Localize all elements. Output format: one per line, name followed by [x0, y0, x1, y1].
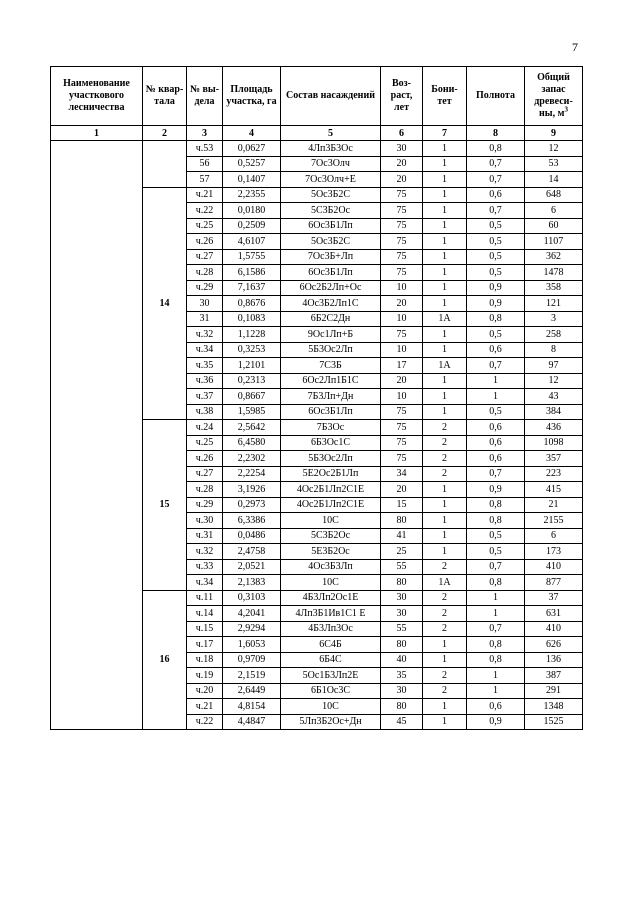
- cell-bonitet: 2: [423, 420, 467, 436]
- cell-age: 80: [381, 637, 423, 653]
- cell-composition: 6Б4С: [281, 652, 381, 668]
- cell-density: 1: [467, 590, 525, 606]
- cell-age: 75: [381, 249, 423, 265]
- cell-composition: 5Ос3Б2С: [281, 187, 381, 203]
- column-numbers-row: [51, 126, 583, 141]
- cell-age: 75: [381, 420, 423, 436]
- cell-volume: 384: [525, 404, 583, 420]
- cell-area: 0,0180: [223, 203, 281, 219]
- cell-age: 55: [381, 559, 423, 575]
- cell-composition: 4Ос2Б1Лп2С1Е: [281, 482, 381, 498]
- cell-area: 7,1637: [223, 280, 281, 296]
- cell-density: 0,8: [467, 575, 525, 591]
- cell-composition: 10С: [281, 575, 381, 591]
- column-number: 8: [467, 126, 525, 141]
- cell-composition: 6С4Б: [281, 637, 381, 653]
- header-volume-label: Общий запас древеси-ны, м: [534, 72, 573, 119]
- cell-plot: ч.27: [187, 466, 223, 482]
- cell-plot: ч.33: [187, 559, 223, 575]
- cell-composition: 5Б3Ос2Лп: [281, 342, 381, 358]
- cell-age: 75: [381, 435, 423, 451]
- cell-bonitet: 2: [423, 668, 467, 684]
- cell-composition: 4Лп3Б3Ос: [281, 141, 381, 157]
- cell-composition: 10С: [281, 513, 381, 529]
- cell-age: 75: [381, 404, 423, 420]
- cell-density: 0,5: [467, 528, 525, 544]
- cell-plot: ч.29: [187, 497, 223, 513]
- cell-composition: 7Б3Лп+Дн: [281, 389, 381, 405]
- cell-volume: 14: [525, 172, 583, 188]
- cell-plot: ч.31: [187, 528, 223, 544]
- cell-composition: 4Ос3Б2Лп1С: [281, 296, 381, 312]
- cell-volume: 2155: [525, 513, 583, 529]
- cell-area: 4,2041: [223, 606, 281, 622]
- cell-density: 0,8: [467, 637, 525, 653]
- cell-age: 75: [381, 218, 423, 234]
- cell-density: 0,6: [467, 420, 525, 436]
- header-volume: [525, 67, 583, 126]
- cell-composition: 5Ос3Б2С: [281, 234, 381, 250]
- cell-plot: ч.15: [187, 621, 223, 637]
- cell-age: 30: [381, 606, 423, 622]
- cell-area: 0,1407: [223, 172, 281, 188]
- cell-bonitet: 2: [423, 559, 467, 575]
- cell-bonitet: 2: [423, 621, 467, 637]
- forest-inventory-table: [50, 66, 583, 730]
- cell-density: 0,7: [467, 172, 525, 188]
- cell-density: 0,9: [467, 280, 525, 296]
- cell-volume: 1348: [525, 699, 583, 715]
- cell-composition: 5Ос1Б3Лп2Е: [281, 668, 381, 684]
- cell-bonitet: 1: [423, 280, 467, 296]
- cell-bonitet: 1: [423, 482, 467, 498]
- cell-volume: 1478: [525, 265, 583, 281]
- cell-composition: 7Б3Ос: [281, 420, 381, 436]
- cell-plot: 30: [187, 296, 223, 312]
- table-row: [51, 141, 583, 157]
- cell-bonitet: 2: [423, 466, 467, 482]
- cell-density: 1: [467, 606, 525, 622]
- cell-plot: ч.25: [187, 435, 223, 451]
- cell-volume: 6: [525, 528, 583, 544]
- cell-area: 0,5257: [223, 156, 281, 172]
- cell-plot: ч.26: [187, 234, 223, 250]
- column-number: 3: [187, 126, 223, 141]
- cell-volume: 631: [525, 606, 583, 622]
- cell-density: 0,9: [467, 296, 525, 312]
- cell-age: 30: [381, 141, 423, 157]
- cell-volume: 97: [525, 358, 583, 374]
- cell-age: 17: [381, 358, 423, 374]
- cell-area: 2,4758: [223, 544, 281, 560]
- cell-bonitet: 1: [423, 296, 467, 312]
- cell-area: 0,0627: [223, 141, 281, 157]
- header-age: Воз-раст, лет: [381, 67, 423, 126]
- cell-plot: ч.11: [187, 590, 223, 606]
- cell-density: 0,6: [467, 699, 525, 715]
- cell-age: 80: [381, 575, 423, 591]
- cell-volume: 387: [525, 668, 583, 684]
- cell-plot: ч.32: [187, 544, 223, 560]
- cell-volume: 415: [525, 482, 583, 498]
- cell-density: 0,5: [467, 218, 525, 234]
- cell-age: 25: [381, 544, 423, 560]
- cell-quarter: [143, 141, 187, 188]
- cell-plot: ч.32: [187, 327, 223, 343]
- cell-plot: ч.21: [187, 187, 223, 203]
- cell-density: 0,8: [467, 513, 525, 529]
- cell-bonitet: 1: [423, 172, 467, 188]
- cell-age: 80: [381, 699, 423, 715]
- cell-age: 75: [381, 265, 423, 281]
- cell-bonitet: 2: [423, 590, 467, 606]
- cell-age: 10: [381, 389, 423, 405]
- cell-area: 2,5642: [223, 420, 281, 436]
- cell-area: 0,2313: [223, 373, 281, 389]
- cell-composition: 5Б3Ос2Лп: [281, 451, 381, 467]
- cell-bonitet: 1: [423, 203, 467, 219]
- cell-bonitet: 1: [423, 528, 467, 544]
- cell-age: 20: [381, 156, 423, 172]
- cell-age: 30: [381, 683, 423, 699]
- cell-plot: ч.25: [187, 218, 223, 234]
- header-bonitet: Бони-тет: [423, 67, 467, 126]
- cell-composition: 5Е3Б2Ос: [281, 544, 381, 560]
- cell-volume: 877: [525, 575, 583, 591]
- cell-area: 2,6449: [223, 683, 281, 699]
- cell-bonitet: 1А: [423, 311, 467, 327]
- cell-area: 1,1228: [223, 327, 281, 343]
- cell-age: 35: [381, 668, 423, 684]
- cell-age: 75: [381, 451, 423, 467]
- cell-volume: 362: [525, 249, 583, 265]
- cell-density: 0,5: [467, 404, 525, 420]
- cell-density: 0,7: [467, 621, 525, 637]
- header-quarter: № квар-тала: [143, 67, 187, 126]
- cell-age: 20: [381, 296, 423, 312]
- cell-area: 1,5755: [223, 249, 281, 265]
- cell-density: 0,5: [467, 327, 525, 343]
- cell-density: 0,6: [467, 451, 525, 467]
- cell-area: 4,4847: [223, 714, 281, 730]
- cell-age: 10: [381, 342, 423, 358]
- cell-volume: 136: [525, 652, 583, 668]
- cell-bonitet: 1А: [423, 358, 467, 374]
- cell-area: 1,2101: [223, 358, 281, 374]
- cell-composition: 6Б2С2Дн: [281, 311, 381, 327]
- cell-age: 20: [381, 373, 423, 389]
- cell-density: 1: [467, 668, 525, 684]
- cell-age: 40: [381, 652, 423, 668]
- cell-area: 1,6053: [223, 637, 281, 653]
- cell-area: 1,5985: [223, 404, 281, 420]
- cell-volume: 1525: [525, 714, 583, 730]
- cell-density: 0,8: [467, 497, 525, 513]
- cell-volume: 12: [525, 141, 583, 157]
- cell-volume: 121: [525, 296, 583, 312]
- cell-composition: 10С: [281, 699, 381, 715]
- cell-bonitet: 2: [423, 451, 467, 467]
- cell-area: 0,2973: [223, 497, 281, 513]
- cell-age: 75: [381, 327, 423, 343]
- cell-area: 0,8676: [223, 296, 281, 312]
- column-number: 1: [51, 126, 143, 141]
- cell-area: 6,3386: [223, 513, 281, 529]
- cell-volume: 291: [525, 683, 583, 699]
- cell-composition: 6Ос3Б1Лп: [281, 404, 381, 420]
- cell-area: 0,1083: [223, 311, 281, 327]
- column-number: 9: [525, 126, 583, 141]
- cell-area: 0,2509: [223, 218, 281, 234]
- cell-density: 1: [467, 389, 525, 405]
- cell-density: 0,6: [467, 435, 525, 451]
- cell-density: 1: [467, 373, 525, 389]
- column-number: 7: [423, 126, 467, 141]
- cell-age: 75: [381, 203, 423, 219]
- cell-density: 1: [467, 683, 525, 699]
- cell-density: 0,6: [467, 187, 525, 203]
- cell-age: 20: [381, 172, 423, 188]
- cell-plot: ч.24: [187, 420, 223, 436]
- header-volume-sup: 3: [564, 105, 568, 114]
- cell-volume: 436: [525, 420, 583, 436]
- cell-bonitet: 1: [423, 544, 467, 560]
- cell-age: 80: [381, 513, 423, 529]
- cell-area: 0,8667: [223, 389, 281, 405]
- cell-composition: 6Б3Ос1С: [281, 435, 381, 451]
- cell-area: 2,0521: [223, 559, 281, 575]
- cell-bonitet: 1: [423, 327, 467, 343]
- cell-age: 10: [381, 280, 423, 296]
- table-body: [51, 141, 583, 730]
- cell-volume: 43: [525, 389, 583, 405]
- cell-plot: ч.18: [187, 652, 223, 668]
- cell-plot: ч.14: [187, 606, 223, 622]
- cell-composition: 6Ос3Б1Лп: [281, 265, 381, 281]
- cell-volume: 12: [525, 373, 583, 389]
- cell-bonitet: 1: [423, 156, 467, 172]
- cell-plot: ч.34: [187, 342, 223, 358]
- cell-quarter: 15: [143, 420, 187, 591]
- cell-plot: 31: [187, 311, 223, 327]
- cell-bonitet: 2: [423, 435, 467, 451]
- cell-volume: 1107: [525, 234, 583, 250]
- cell-bonitet: 2: [423, 683, 467, 699]
- cell-density: 0,8: [467, 141, 525, 157]
- cell-age: 41: [381, 528, 423, 544]
- cell-bonitet: 1: [423, 513, 467, 529]
- cell-bonitet: 1: [423, 404, 467, 420]
- cell-bonitet: 1: [423, 342, 467, 358]
- header-row: [51, 67, 583, 126]
- cell-area: 3,1926: [223, 482, 281, 498]
- cell-volume: 21: [525, 497, 583, 513]
- cell-plot: ч.53: [187, 141, 223, 157]
- cell-plot: ч.22: [187, 714, 223, 730]
- cell-bonitet: 1: [423, 265, 467, 281]
- cell-density: 0,7: [467, 559, 525, 575]
- cell-plot: ч.20: [187, 683, 223, 699]
- cell-area: 6,4580: [223, 435, 281, 451]
- cell-area: 0,0486: [223, 528, 281, 544]
- cell-bonitet: 1А: [423, 575, 467, 591]
- cell-density: 0,5: [467, 234, 525, 250]
- column-number: 5: [281, 126, 381, 141]
- cell-composition: 7Ос3Олч+Е: [281, 172, 381, 188]
- cell-bonitet: 1: [423, 234, 467, 250]
- cell-composition: 6Ос3Б1Лп: [281, 218, 381, 234]
- cell-age: 30: [381, 590, 423, 606]
- cell-plot: ч.21: [187, 699, 223, 715]
- cell-density: 0,7: [467, 203, 525, 219]
- cell-plot: ч.17: [187, 637, 223, 653]
- cell-composition: 4Ос2Б1Лп2С1Е: [281, 497, 381, 513]
- cell-volume: 37: [525, 590, 583, 606]
- cell-volume: 626: [525, 637, 583, 653]
- cell-age: 55: [381, 621, 423, 637]
- cell-bonitet: 1: [423, 652, 467, 668]
- cell-volume: 410: [525, 621, 583, 637]
- column-number: 2: [143, 126, 187, 141]
- cell-composition: 6Ос2Лп1Б1С: [281, 373, 381, 389]
- cell-density: 0,7: [467, 156, 525, 172]
- cell-composition: 5С3Б2Ос: [281, 203, 381, 219]
- cell-composition: 6Ос2Б2Лп+Ос: [281, 280, 381, 296]
- cell-area: 0,3103: [223, 590, 281, 606]
- cell-bonitet: 1: [423, 218, 467, 234]
- cell-area: 4,8154: [223, 699, 281, 715]
- cell-bonitet: 1: [423, 714, 467, 730]
- cell-plot: 56: [187, 156, 223, 172]
- cell-composition: 6Б1Ос3С: [281, 683, 381, 699]
- cell-plot: ч.30: [187, 513, 223, 529]
- cell-area: 4,6107: [223, 234, 281, 250]
- header-composition: Состав насаждений: [281, 67, 381, 126]
- cell-composition: 4Лп3Б1Ив1С1 Е: [281, 606, 381, 622]
- cell-age: 10: [381, 311, 423, 327]
- cell-volume: 60: [525, 218, 583, 234]
- cell-volume: 6: [525, 203, 583, 219]
- cell-density: 0,6: [467, 342, 525, 358]
- header-forestry: Наименование участкового лесничества: [51, 67, 143, 126]
- header-density: Полнота: [467, 67, 525, 126]
- cell-plot: ч.27: [187, 249, 223, 265]
- cell-area: 2,2302: [223, 451, 281, 467]
- cell-bonitet: 2: [423, 606, 467, 622]
- cell-volume: 223: [525, 466, 583, 482]
- cell-composition: 5Е2Ос2Б1Лп: [281, 466, 381, 482]
- cell-plot: ч.35: [187, 358, 223, 374]
- cell-composition: 5Лп3Б2Ос+Дн: [281, 714, 381, 730]
- cell-composition: 4Б3Лп2Ос1Е: [281, 590, 381, 606]
- cell-volume: 53: [525, 156, 583, 172]
- cell-plot: ч.26: [187, 451, 223, 467]
- cell-plot: ч.28: [187, 482, 223, 498]
- cell-volume: 1098: [525, 435, 583, 451]
- cell-bonitet: 1: [423, 699, 467, 715]
- cell-plot: ч.34: [187, 575, 223, 591]
- cell-age: 75: [381, 234, 423, 250]
- cell-plot: ч.37: [187, 389, 223, 405]
- cell-bonitet: 1: [423, 497, 467, 513]
- cell-area: 2,1519: [223, 668, 281, 684]
- cell-composition: 7Ос3Олч: [281, 156, 381, 172]
- header-plot: № вы-дела: [187, 67, 223, 126]
- cell-plot: ч.28: [187, 265, 223, 281]
- cell-bonitet: 1: [423, 249, 467, 265]
- cell-density: 0,5: [467, 544, 525, 560]
- cell-area: 2,2355: [223, 187, 281, 203]
- cell-density: 0,5: [467, 265, 525, 281]
- page-number: 7: [572, 40, 578, 54]
- cell-area: 2,2254: [223, 466, 281, 482]
- cell-volume: 258: [525, 327, 583, 343]
- cell-volume: 410: [525, 559, 583, 575]
- cell-age: 45: [381, 714, 423, 730]
- cell-bonitet: 1: [423, 187, 467, 203]
- cell-plot: 57: [187, 172, 223, 188]
- header-area: Площадь участка, га: [223, 67, 281, 126]
- cell-bonitet: 1: [423, 141, 467, 157]
- cell-forestry: [51, 141, 143, 730]
- cell-area: 2,9294: [223, 621, 281, 637]
- cell-plot: ч.29: [187, 280, 223, 296]
- column-number: 6: [381, 126, 423, 141]
- cell-composition: 4Б3Лп3Ос: [281, 621, 381, 637]
- cell-plot: ч.22: [187, 203, 223, 219]
- cell-composition: 7Ос3Б+Лп: [281, 249, 381, 265]
- cell-bonitet: 1: [423, 637, 467, 653]
- cell-density: 0,7: [467, 358, 525, 374]
- cell-age: 34: [381, 466, 423, 482]
- cell-area: 2,1383: [223, 575, 281, 591]
- cell-area: 6,1586: [223, 265, 281, 281]
- cell-composition: 5С3Б2Ос: [281, 528, 381, 544]
- cell-volume: 3: [525, 311, 583, 327]
- cell-density: 0,9: [467, 714, 525, 730]
- cell-area: 0,9709: [223, 652, 281, 668]
- cell-density: 0,5: [467, 249, 525, 265]
- cell-plot: ч.36: [187, 373, 223, 389]
- cell-age: 20: [381, 482, 423, 498]
- cell-quarter: 16: [143, 590, 187, 730]
- cell-age: 75: [381, 187, 423, 203]
- cell-composition: 7С3Б: [281, 358, 381, 374]
- cell-volume: 173: [525, 544, 583, 560]
- cell-bonitet: 1: [423, 389, 467, 405]
- cell-area: 0,3253: [223, 342, 281, 358]
- cell-quarter: 14: [143, 187, 187, 420]
- cell-bonitet: 1: [423, 373, 467, 389]
- column-number: 4: [223, 126, 281, 141]
- cell-density: 0,7: [467, 466, 525, 482]
- cell-volume: 8: [525, 342, 583, 358]
- cell-plot: ч.19: [187, 668, 223, 684]
- cell-volume: 648: [525, 187, 583, 203]
- cell-composition: 9Ос1Лп+Б: [281, 327, 381, 343]
- cell-volume: 358: [525, 280, 583, 296]
- cell-density: 0,9: [467, 482, 525, 498]
- cell-volume: 357: [525, 451, 583, 467]
- cell-age: 15: [381, 497, 423, 513]
- cell-density: 0,8: [467, 652, 525, 668]
- cell-plot: ч.38: [187, 404, 223, 420]
- cell-composition: 4Ос3Б3Лп: [281, 559, 381, 575]
- cell-density: 0,8: [467, 311, 525, 327]
